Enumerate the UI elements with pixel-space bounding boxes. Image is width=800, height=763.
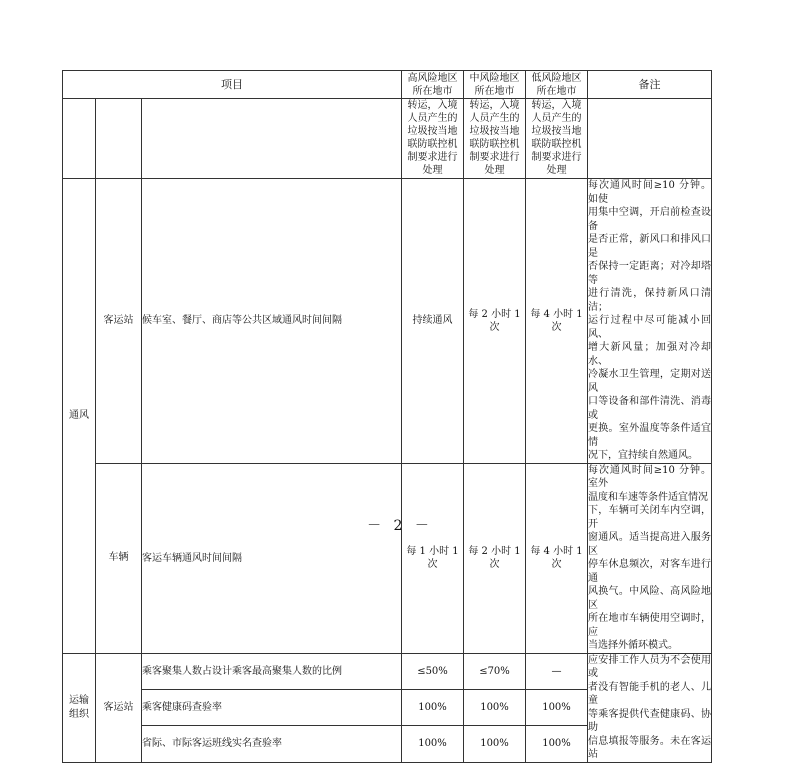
transport-row <box>63 653 712 689</box>
policy-table <box>62 70 712 763</box>
category-transport: 运输 组织 <box>63 653 96 762</box>
continued-high-cell: 转运，入境 人员产生的 垃圾按当地 联防联控机 制要求进行 处理 <box>402 99 464 179</box>
continued-low-cell: 转运，入境 人员产生的 垃圾按当地 联防联控机 制要求进行 处理 <box>526 99 588 179</box>
item-transport-1: 乘客健康码查验率 <box>142 689 402 725</box>
vehicle-mid-value: 每 2 小时 1 次 <box>464 463 526 653</box>
ventilation-station-row <box>63 179 712 464</box>
header-mid-risk: 中风险地区 所在地市 <box>464 71 526 99</box>
item-station-ventilation: 候车室、餐厅、商店等公共区域通风时间间隔 <box>142 179 402 464</box>
transport-2-high: 100% <box>402 726 464 762</box>
continued-item-cell <box>142 99 402 179</box>
transport-0-low: — <box>526 653 588 689</box>
sub-station: 客运站 <box>96 179 142 464</box>
transport-0-mid: ≤70% <box>464 653 526 689</box>
header-low-risk: 低风险地区 所在地市 <box>526 71 588 99</box>
transport-2-low: 100% <box>526 726 588 762</box>
header-high-risk: 高风险地区 所在地市 <box>402 71 464 99</box>
station-low-value: 每 4 小时 1 次 <box>526 179 588 464</box>
transport-1-low: 100% <box>526 689 588 725</box>
vehicle-low-value: 每 4 小时 1 次 <box>526 463 588 653</box>
ventilation-vehicle-row <box>63 463 712 653</box>
header-row <box>63 71 712 99</box>
item-transport-0: 乘客聚集人数占设计乘客最高聚集人数的比例 <box>142 653 402 689</box>
item-transport-2: 省际、市际客运班线实名查验率 <box>142 726 402 762</box>
vehicle-remark: 每次通风时间≥10 分钟。室外 温度和车速等条件适宜情况 下，车辆可关闭车内空调，开 窗通风。适当提高进入服务区 停车休息频次，对客车进行通 风换气。中风险、高风险地区 所在地市车辆使用空调时，应 当选择外循环模式。 <box>588 464 711 651</box>
continued-row <box>63 99 712 179</box>
station-high-value: 持续通风 <box>402 179 464 464</box>
header-item: 项目 <box>63 71 402 99</box>
item-vehicle-ventilation: 客运车辆通风时间间隔 <box>142 463 402 653</box>
transport-1-mid: 100% <box>464 689 526 725</box>
continued-mid-cell: 转运，入境 人员产生的 垃圾按当地 联防联控机 制要求进行 处理 <box>464 99 526 179</box>
transport-0-high: ≤50% <box>402 653 464 689</box>
transport-2-mid: 100% <box>464 726 526 762</box>
station-mid-value: 每 2 小时 1 次 <box>464 179 526 464</box>
sub-transport-station: 客运站 <box>96 653 142 762</box>
transport-remark: 应安排工作人员为不会使用或 者没有智能手机的老人、儿童 等乘客提供代查健康码、协助 信息填报等服务。未在客运站 <box>588 654 711 760</box>
category-ventilation: 通风 <box>63 179 96 654</box>
continued-remark-cell <box>588 99 712 179</box>
header-remark: 备注 <box>588 71 712 99</box>
vehicle-high-value: 每 1 小时 1 次 <box>402 463 464 653</box>
station-remark: 每次通风时间≥10 分钟。如使 用集中空调，开启前检查设备 是否正常，新风口和排风口是 否保持一定距离；对冷却塔等 进行清洗，保持新风口清洁； 运行过程中尽可能减小回风、 增大新风量；加强对冷却水、 冷凝水卫生管理，定期对送风 口等设备和部件清洗、消毒或 更换。室外温度等条件适宜情 况下，宜持续自然通风。 <box>588 180 711 461</box>
sub-vehicle: 车辆 <box>96 463 142 653</box>
continued-sub-cell <box>96 99 142 179</box>
page-number: － 2 － <box>367 518 433 534</box>
transport-1-high: 100% <box>402 689 464 725</box>
continued-category-cell <box>63 99 96 179</box>
